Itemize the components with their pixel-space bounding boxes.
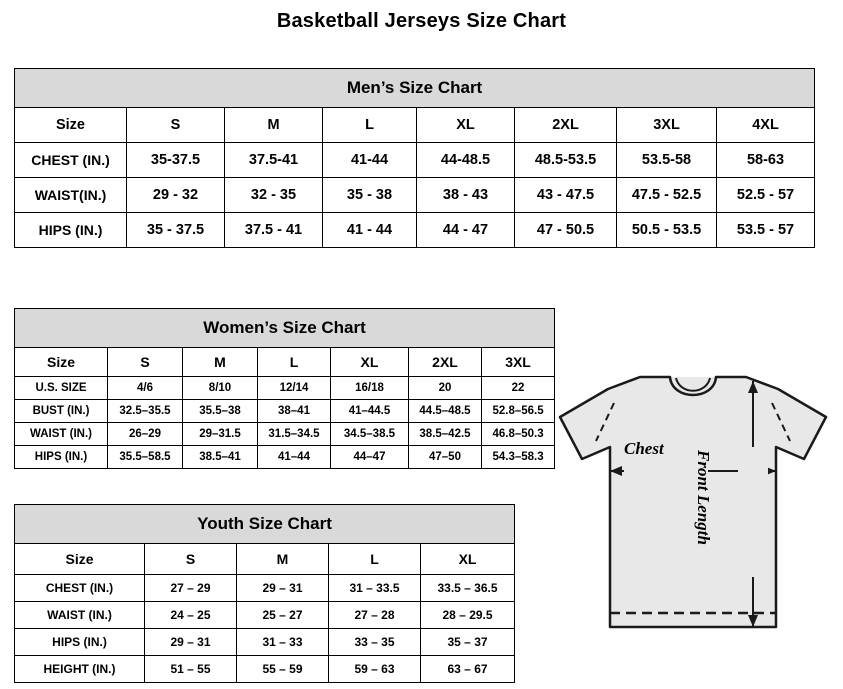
womens-waist-2xl: 38.5–42.5 (409, 423, 482, 446)
womens-header-l: L (258, 348, 331, 377)
mens-header-l: L (323, 108, 417, 143)
womens-ussize-l: 12/14 (258, 377, 331, 400)
womens-waist-s: 26–29 (108, 423, 183, 446)
womens-bust-xl: 41–44.5 (331, 400, 409, 423)
youth-header-m: M (237, 544, 329, 575)
youth-hips-l: 33 – 35 (329, 629, 421, 656)
youth-row-label-hips: HIPS (IN.) (15, 629, 145, 656)
womens-header-xl: XL (331, 348, 409, 377)
mens-hips-m: 37.5 - 41 (225, 213, 323, 248)
mens-header-row (15, 108, 815, 143)
womens-header-3xl: 3XL (482, 348, 555, 377)
womens-size-chart-table (14, 308, 555, 469)
womens-hips-3xl: 54.3–58.3 (482, 446, 555, 469)
mens-hips-3xl: 50.5 - 53.5 (617, 213, 717, 248)
chest-measurement-label: Chest (624, 439, 664, 458)
table-row (15, 629, 515, 656)
womens-waist-l: 31.5–34.5 (258, 423, 331, 446)
youth-chest-m: 29 – 31 (237, 575, 329, 602)
mens-header-xl: XL (417, 108, 515, 143)
womens-header-row (15, 348, 555, 377)
youth-chart-title: Youth Size Chart (15, 505, 515, 544)
mens-chest-l: 41-44 (323, 143, 417, 178)
mens-header-2xl: 2XL (515, 108, 617, 143)
mens-waist-4xl: 52.5 - 57 (717, 178, 815, 213)
table-row (15, 423, 555, 446)
mens-waist-l: 35 - 38 (323, 178, 417, 213)
womens-bust-m: 35.5–38 (183, 400, 258, 423)
womens-header-size: Size (15, 348, 108, 377)
mens-hips-4xl: 53.5 - 57 (717, 213, 815, 248)
youth-header-size: Size (15, 544, 145, 575)
youth-header-l: L (329, 544, 421, 575)
mens-header-3xl: 3XL (617, 108, 717, 143)
table-row (15, 377, 555, 400)
mens-waist-m: 32 - 35 (225, 178, 323, 213)
mens-header-s: S (127, 108, 225, 143)
mens-hips-s: 35 - 37.5 (127, 213, 225, 248)
womens-bust-l: 38–41 (258, 400, 331, 423)
womens-hips-s: 35.5–58.5 (108, 446, 183, 469)
table-row (15, 575, 515, 602)
mens-chest-xl: 44-48.5 (417, 143, 515, 178)
womens-ussize-s: 4/6 (108, 377, 183, 400)
womens-chart-title-row (15, 309, 555, 348)
youth-header-xl: XL (421, 544, 515, 575)
womens-size-chart-section (14, 308, 554, 469)
youth-header-s: S (145, 544, 237, 575)
mens-row-label-chest: CHEST (IN.) (15, 143, 127, 178)
womens-waist-xl: 34.5–38.5 (331, 423, 409, 446)
youth-waist-xl: 28 – 29.5 (421, 602, 515, 629)
table-row (15, 446, 555, 469)
mens-chest-3xl: 53.5-58 (617, 143, 717, 178)
mens-waist-2xl: 43 - 47.5 (515, 178, 617, 213)
mens-hips-2xl: 47 - 50.5 (515, 213, 617, 248)
womens-bust-3xl: 52.8–56.5 (482, 400, 555, 423)
mens-chest-m: 37.5-41 (225, 143, 323, 178)
youth-height-s: 51 – 55 (145, 656, 237, 683)
youth-waist-s: 24 – 25 (145, 602, 237, 629)
womens-hips-l: 41–44 (258, 446, 331, 469)
youth-hips-xl: 35 – 37 (421, 629, 515, 656)
youth-chest-xl: 33.5 – 36.5 (421, 575, 515, 602)
mens-row-label-waist: WAIST(IN.) (15, 178, 127, 213)
mens-chart-title: Men’s Size Chart (15, 69, 815, 108)
womens-hips-xl: 44–47 (331, 446, 409, 469)
mens-waist-s: 29 - 32 (127, 178, 225, 213)
youth-row-label-chest: CHEST (IN.) (15, 575, 145, 602)
youth-chest-l: 31 – 33.5 (329, 575, 421, 602)
womens-ussize-xl: 16/18 (331, 377, 409, 400)
mens-chest-4xl: 58-63 (717, 143, 815, 178)
youth-waist-m: 25 – 27 (237, 602, 329, 629)
mens-chest-2xl: 48.5-53.5 (515, 143, 617, 178)
youth-row-label-waist: WAIST (IN.) (15, 602, 145, 629)
mens-waist-xl: 38 - 43 (417, 178, 515, 213)
womens-hips-2xl: 47–50 (409, 446, 482, 469)
table-row (15, 400, 555, 423)
mens-size-chart-section (14, 68, 814, 248)
youth-hips-s: 29 – 31 (145, 629, 237, 656)
table-row (15, 178, 815, 213)
womens-chart-title: Women’s Size Chart (15, 309, 555, 348)
womens-ussize-2xl: 20 (409, 377, 482, 400)
womens-ussize-m: 8/10 (183, 377, 258, 400)
page-title: Basketball Jerseys Size Chart (276, 10, 567, 32)
mens-header-m: M (225, 108, 323, 143)
womens-header-s: S (108, 348, 183, 377)
youth-height-l: 59 – 63 (329, 656, 421, 683)
mens-hips-xl: 44 - 47 (417, 213, 515, 248)
mens-header-4xl: 4XL (717, 108, 815, 143)
front-length-measurement-label: Front Length (694, 450, 713, 545)
mens-waist-3xl: 47.5 - 52.5 (617, 178, 717, 213)
youth-chart-title-row (15, 505, 515, 544)
youth-waist-l: 27 – 28 (329, 602, 421, 629)
womens-bust-s: 32.5–35.5 (108, 400, 183, 423)
womens-row-label-hips: HIPS (IN.) (15, 446, 108, 469)
mens-size-chart-table (14, 68, 815, 248)
womens-row-label-us-size: U.S. SIZE (15, 377, 108, 400)
womens-hips-m: 38.5–41 (183, 446, 258, 469)
youth-height-m: 55 – 59 (237, 656, 329, 683)
youth-size-chart-table (14, 504, 515, 683)
womens-waist-3xl: 46.8–50.3 (482, 423, 555, 446)
mens-row-label-hips: HIPS (IN.) (15, 213, 127, 248)
womens-bust-2xl: 44.5–48.5 (409, 400, 482, 423)
table-row (15, 143, 815, 178)
womens-waist-m: 29–31.5 (183, 423, 258, 446)
mens-chest-s: 35-37.5 (127, 143, 225, 178)
youth-header-row (15, 544, 515, 575)
mens-header-size: Size (15, 108, 127, 143)
table-row (15, 602, 515, 629)
youth-chest-s: 27 – 29 (145, 575, 237, 602)
youth-row-label-height: HEIGHT (IN.) (15, 656, 145, 683)
womens-header-m: M (183, 348, 258, 377)
womens-header-2xl: 2XL (409, 348, 482, 377)
womens-row-label-bust: BUST (IN.) (15, 400, 108, 423)
womens-ussize-3xl: 22 (482, 377, 555, 400)
mens-hips-l: 41 - 44 (323, 213, 417, 248)
mens-chart-title-row (15, 69, 815, 108)
womens-row-label-waist: WAIST (IN.) (15, 423, 108, 446)
youth-hips-m: 31 – 33 (237, 629, 329, 656)
table-row (15, 213, 815, 248)
youth-height-xl: 63 – 67 (421, 656, 515, 683)
youth-size-chart-section (14, 504, 514, 683)
table-row (15, 656, 515, 683)
